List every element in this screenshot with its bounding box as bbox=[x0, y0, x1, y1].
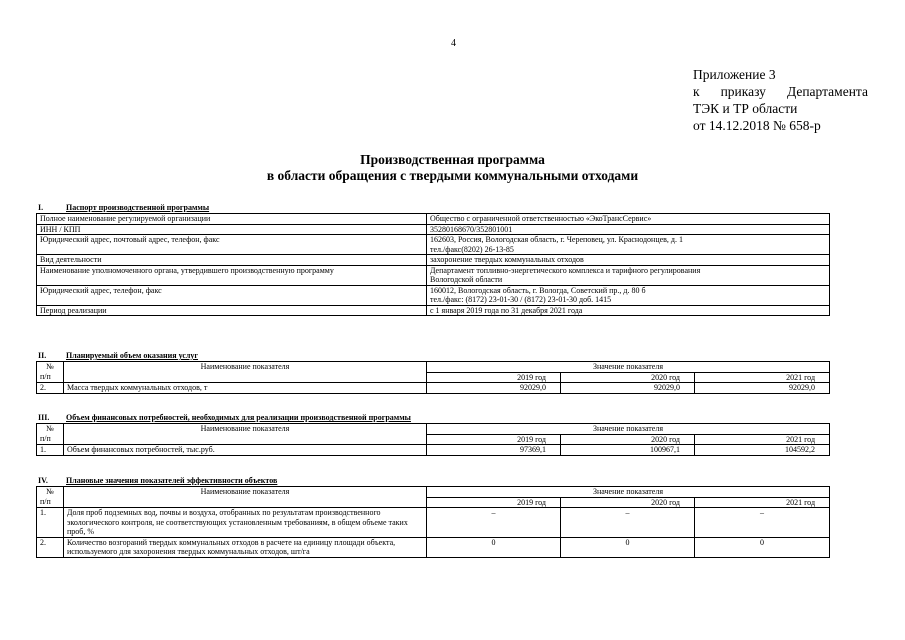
header-num-2: п/п bbox=[37, 372, 64, 383]
row-value: 100967,1 bbox=[561, 445, 695, 456]
header-year: 2019 год bbox=[427, 372, 561, 383]
title-line: в области обращения с твердыми коммунальными отходами bbox=[266, 168, 639, 183]
table-row bbox=[37, 383, 830, 394]
appendix-line: ТЭК и ТР области bbox=[693, 101, 798, 116]
header-year: 2020 год bbox=[561, 497, 695, 508]
header-year: 2021 год bbox=[695, 497, 830, 508]
header-name: Наименование показателя bbox=[64, 362, 427, 383]
row-label: Вид деятельности bbox=[37, 255, 427, 266]
header-year: 2019 год bbox=[427, 497, 561, 508]
section-title: Планируемый объем оказания услуг bbox=[66, 351, 199, 360]
row-name: Объем финансовых потребностей, тыс.руб. bbox=[64, 445, 427, 456]
section-2-heading bbox=[38, 351, 198, 360]
section-number: IV. bbox=[38, 476, 48, 485]
row-label: ИНН / КПП bbox=[37, 224, 427, 235]
value-line: 162603, Россия, Вологодская область, г. Череповец, ул. Краснодонцев, д. 1 bbox=[430, 235, 683, 244]
row-value: 3528016867​0/352801001 bbox=[427, 224, 830, 235]
row-name: Масса твердых коммунальных отходов, т bbox=[64, 383, 427, 394]
section-title: Паспорт производственной программы bbox=[66, 203, 210, 212]
header-value: Значение показателя bbox=[427, 362, 830, 373]
row-num: 2. bbox=[37, 383, 64, 394]
row-value: – bbox=[427, 508, 561, 538]
row-value: 97369,1 bbox=[427, 445, 561, 456]
row-value: захоронение твердых коммунальных отходов bbox=[427, 255, 830, 266]
value-line: тел./факс: (8172) 23-01-30 / (8172) 23-01-30 доб. 1415 bbox=[430, 295, 612, 304]
row-value bbox=[427, 285, 830, 305]
section-1-heading bbox=[38, 203, 209, 212]
row-value: Общество с ограниченной ответственностью «ЭкоТрансСервис» bbox=[427, 214, 830, 225]
appendix-line: Приложение 3 bbox=[693, 67, 776, 82]
header-name: Наименование показателя bbox=[64, 424, 427, 445]
header-year: 2021 год bbox=[695, 372, 830, 383]
section-title: Плановые значения показателей эффективности объектов bbox=[66, 476, 278, 485]
table-header-row bbox=[37, 362, 830, 373]
table-row bbox=[37, 445, 830, 456]
row-value: 92029,0 bbox=[695, 383, 830, 394]
header-value: Значение показателя bbox=[427, 424, 830, 435]
table-header-row bbox=[37, 487, 830, 498]
section-3-heading bbox=[38, 413, 411, 422]
row-value: 0 bbox=[561, 537, 695, 557]
row-value: 0 bbox=[695, 537, 830, 557]
value-line: Вологодской области bbox=[430, 275, 503, 284]
finance-table bbox=[36, 423, 830, 456]
table-row bbox=[37, 224, 830, 235]
table-row bbox=[37, 214, 830, 225]
services-table bbox=[36, 361, 830, 394]
value-line: тел./факс(8202) 26-13-85 bbox=[430, 244, 514, 254]
header-year: 2020 год bbox=[561, 434, 695, 445]
page-number: 4 bbox=[451, 38, 456, 49]
section-number: III. bbox=[38, 413, 50, 422]
appendix-line: от 14.12.2018 № 658-р bbox=[693, 118, 821, 133]
table-row bbox=[37, 255, 830, 266]
efficiency-table bbox=[36, 486, 830, 558]
row-value: 92029,0 bbox=[561, 383, 695, 394]
section-4-heading bbox=[38, 476, 277, 485]
table-row bbox=[37, 285, 830, 305]
row-value: – bbox=[561, 508, 695, 538]
row-label: Наименование уполномоченного органа, утвердившего производственную программу bbox=[37, 265, 427, 285]
header-num: № bbox=[37, 424, 64, 435]
header-year: 2020 год bbox=[561, 372, 695, 383]
appendix-word: к bbox=[693, 84, 700, 99]
row-value bbox=[427, 265, 830, 285]
appendix-line bbox=[693, 83, 868, 100]
row-num: 1. bbox=[37, 445, 64, 456]
table-row bbox=[37, 235, 830, 255]
row-name: Количество возгораний твердых коммунальных отходов в расчете на единицу площади объекта, используемого для захоронения твердых коммунальных отходов, шт/га bbox=[64, 537, 427, 557]
header-name: Наименование показателя bbox=[64, 487, 427, 508]
row-num: 2. bbox=[37, 537, 64, 557]
header-value: Значение показателя bbox=[427, 487, 830, 498]
table-header-row bbox=[37, 424, 830, 435]
passport-table bbox=[36, 213, 830, 316]
value-line: Департамент топливно-энергетического комплекса и тарифного регулирования bbox=[430, 265, 701, 275]
table-row bbox=[37, 305, 830, 316]
header-num: № bbox=[37, 487, 64, 498]
row-value: 104592,2 bbox=[695, 445, 830, 456]
row-value: 92029,0 bbox=[427, 383, 561, 394]
value-line: 160012, Вологодская область, г. Вологда, Советский пр., д. 80 б bbox=[430, 285, 646, 295]
row-label: Полное наименование регулируемой организации bbox=[37, 214, 427, 225]
document-title bbox=[0, 152, 905, 184]
row-label: Юридический адрес, телефон, факс bbox=[37, 285, 427, 305]
row-value: 0 bbox=[427, 537, 561, 557]
section-title: Объем финансовых потребностей, необходимых для реализации производственной программы bbox=[66, 413, 411, 422]
section-number: II. bbox=[38, 351, 47, 360]
header-num-2: п/п bbox=[37, 497, 64, 508]
appendix-word: Департамента bbox=[786, 84, 868, 99]
row-label: Период реализации bbox=[37, 305, 427, 316]
table-row bbox=[37, 508, 830, 538]
row-value bbox=[427, 235, 830, 255]
row-name: Доля проб подземных вод, почвы и воздуха, отобранных по результатам производственного экологического контроля, не соответствующих установленным требованиям, в общем объеме таких проб, % bbox=[64, 508, 427, 538]
table-row bbox=[37, 537, 830, 557]
row-value: – bbox=[695, 508, 830, 538]
row-label: Юридический адрес, почтовый адрес, телефон, факс bbox=[37, 235, 427, 255]
section-number: I. bbox=[38, 203, 44, 212]
row-num: 1. bbox=[37, 508, 64, 538]
appendix-word: приказу bbox=[720, 84, 766, 99]
appendix-block bbox=[693, 66, 868, 134]
header-num: № bbox=[37, 362, 64, 373]
row-value: с 1 января 2019 года по 31 декабря 2021 года bbox=[427, 305, 830, 316]
header-num-2: п/п bbox=[37, 434, 64, 445]
table-row bbox=[37, 265, 830, 285]
header-year: 2021 год bbox=[695, 434, 830, 445]
header-year: 2019 год bbox=[427, 434, 561, 445]
title-line: Производственная программа bbox=[360, 152, 545, 167]
